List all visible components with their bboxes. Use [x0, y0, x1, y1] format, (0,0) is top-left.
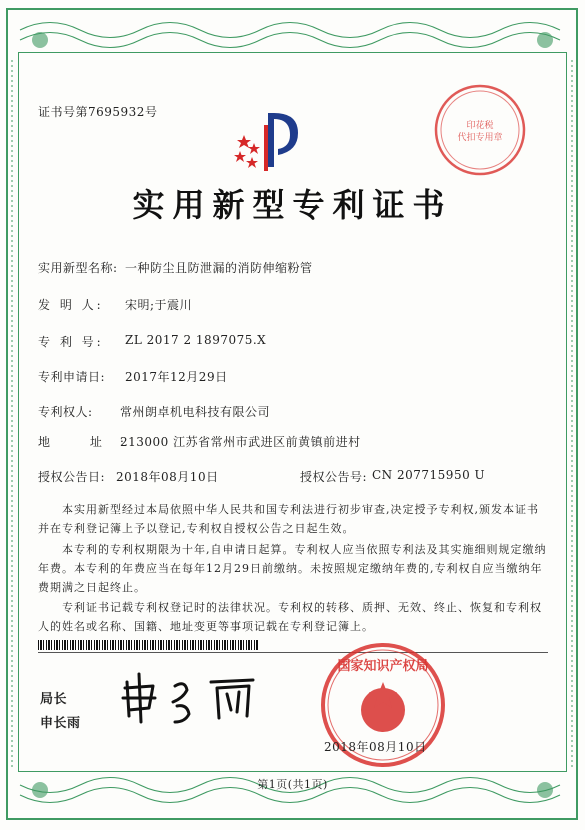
grant-date-label: 授权公告日:	[38, 470, 106, 484]
paragraph-1: 本实用新型经过本局依照中华人民共和国专利法进行初步审查,决定授予专利权,颁发本证书并在专利登记簿上予以登记,专利权自授权公告之日起生效。	[38, 503, 539, 535]
name-value: 一种防尘且防泄漏的消防伸缩粉管	[125, 261, 313, 275]
page-title: 实用新型专利证书	[132, 186, 453, 224]
grant-date-value: 2018年08月10日	[116, 470, 219, 484]
inventor-label: 发 明 人:	[38, 298, 104, 312]
svg-text:代扣专用章: 代扣专用章	[457, 133, 503, 143]
grant-number-label: 授权公告号:	[300, 470, 368, 484]
paragraph-2: 本专利的专利权期限为十年,自申请日起算。专利权人应当依照专利法及其实施细则规定缴纳年费。本专利的年费应当在每年12月29日前缴纳。未按照规定缴纳年费的,专利权自应当缴纳年费期满之日起终止。	[38, 543, 547, 594]
name-label: 实用新型名称:	[38, 261, 118, 275]
signature-title-1: 局长	[40, 692, 68, 707]
agency-stamp	[430, 80, 530, 180]
apply-date-label: 专利申请日:	[38, 370, 106, 384]
divider	[38, 652, 548, 653]
certificate-number: 证书号第7695932号	[38, 105, 158, 119]
holder-value: 常州朗卓机电科技有限公司	[120, 405, 271, 419]
address-value: 213000 江苏省常州市武进区前黄镇前进村	[120, 435, 361, 449]
seal-date: 2018年08月10日	[324, 740, 427, 754]
barcode	[38, 640, 258, 650]
svg-text:国家知识产权局: 国家知识产权局	[337, 659, 429, 674]
paragraph-3: 专利证书记载专利权登记时的法律状况。专利权的转移、质押、无效、终止、恢复和专利权人的姓名或名称、国籍、地址变更等事项记载在专利登记簿上。	[38, 601, 542, 633]
patent-office-logo	[230, 105, 310, 175]
patent-number-value: ZL 2017 2 1897075.X	[125, 333, 267, 347]
handwritten-signature	[115, 668, 265, 728]
inventor-value: 宋明;于震川	[125, 298, 193, 312]
signature-title-2: 申长雨	[40, 716, 81, 731]
address-label: 地 址:	[38, 435, 142, 449]
apply-date-value: 2017年12月29日	[125, 370, 228, 384]
patent-number-label: 专 利 号:	[38, 335, 104, 349]
svg-text:印花税: 印花税	[466, 121, 494, 131]
holder-label: 专利权人:	[38, 405, 93, 419]
page-footer: 第1页(共1页)	[257, 778, 328, 791]
grant-number-value: CN 207715950 U	[372, 468, 486, 482]
